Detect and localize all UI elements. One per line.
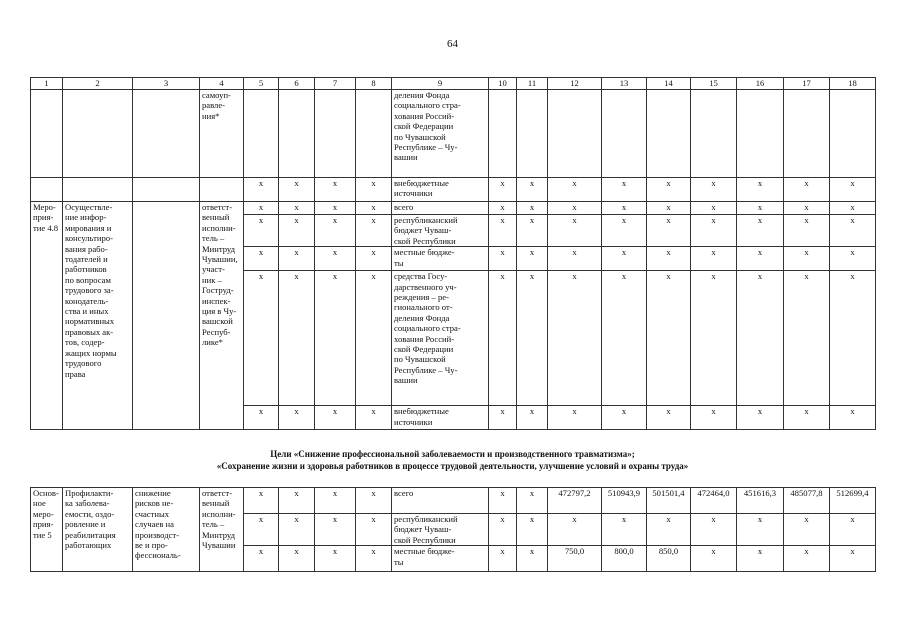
x-mark-cell: x — [356, 514, 392, 546]
x-mark-cell: x — [737, 202, 784, 215]
column-header: 15 — [691, 78, 737, 90]
x-mark-cell: x — [737, 406, 784, 430]
x-mark-cell: x — [489, 215, 517, 247]
value-cell: x — [784, 546, 830, 572]
cell-text-line: республиканский — [394, 514, 458, 524]
measure-number-cell — [31, 202, 63, 430]
value-cell: 472464,0 — [691, 488, 737, 514]
cell-text-line: участ- — [202, 264, 225, 275]
cell-text-line: работников — [65, 264, 107, 275]
cell-text-line: тов, содер- — [65, 337, 105, 348]
cell-text-line: меро- — [33, 508, 54, 519]
cell-text-line: вашии — [394, 152, 418, 163]
x-mark-cell: x — [647, 178, 691, 202]
x-mark-cell: x — [517, 178, 548, 202]
cell-text-line: счастных — [135, 508, 170, 519]
cell-text-line: ты — [394, 556, 404, 567]
funding-source-cell — [392, 514, 489, 546]
header-row — [31, 78, 876, 90]
x-mark-cell: x — [279, 546, 315, 572]
cell-text-line: тель – — [202, 233, 225, 244]
cell-text-line: местные бюдже- — [394, 247, 455, 258]
executor-cell — [200, 488, 244, 572]
cell-text-line: вания рабо- — [65, 243, 108, 254]
cell-text-line: тие 5 — [33, 529, 52, 540]
x-mark-cell: x — [244, 247, 279, 271]
cell-text-line: прия- — [33, 519, 54, 530]
cell-text-line: вашской — [202, 316, 233, 327]
cell-text-line: рисков не- — [135, 498, 174, 509]
column-header: 11 — [517, 78, 548, 90]
x-mark-cell: x — [548, 202, 602, 215]
value-cell: x — [489, 488, 517, 514]
x-mark-cell: x — [356, 178, 392, 202]
column-header: 17 — [784, 78, 830, 90]
x-mark-cell: x — [244, 271, 279, 406]
funding-source-cell — [392, 488, 489, 514]
x-mark-cell: x — [244, 178, 279, 202]
x-mark-cell: x — [691, 178, 737, 202]
x-mark-cell: x — [315, 406, 356, 430]
goal-heading — [30, 448, 875, 472]
cell-text-line: реабилитация — [65, 529, 116, 540]
cell-text-line: социального стра- — [394, 323, 461, 334]
table-row — [31, 90, 876, 178]
x-mark-cell: x — [602, 406, 647, 430]
value-cell: 850,0 — [647, 546, 691, 572]
x-mark-cell: x — [737, 247, 784, 271]
cell-text-line: трудового — [65, 358, 102, 369]
column-header: 10 — [489, 78, 517, 90]
cell-text-line: ник – — [202, 274, 222, 285]
cell-text-line: ской Республики — [394, 534, 456, 545]
x-mark-cell: x — [315, 546, 356, 572]
x-mark-cell: x — [356, 406, 392, 430]
x-mark-cell: x — [691, 271, 737, 406]
cell-text-line: Республике – Чу- — [394, 142, 458, 153]
cell-text-line: хования Россий- — [394, 333, 455, 344]
x-mark-cell: x — [279, 202, 315, 215]
cell-text-line: ве и про- — [135, 540, 168, 551]
cell-text-line: ской Республики — [394, 235, 456, 246]
cell-text-line: исполни- — [202, 508, 236, 519]
value-cell: x — [830, 546, 876, 572]
x-mark-cell: x — [548, 178, 602, 202]
cell-text-line: по Чувашской — [394, 131, 446, 142]
cell-text-line: мирования и — [65, 222, 112, 233]
x-mark-cell: x — [315, 202, 356, 215]
cell-text-line: ответст- — [202, 202, 233, 212]
x-mark-cell: x — [691, 202, 737, 215]
cell-text-line: тель – — [202, 519, 225, 530]
cell-text-line: Минтруд — [202, 243, 236, 254]
value-cell: x — [548, 514, 602, 546]
value-cell: 800,0 — [602, 546, 647, 572]
cell-text-line: венный — [202, 498, 230, 509]
table-row — [31, 488, 876, 514]
value-cell: x — [691, 546, 737, 572]
x-mark-cell: x — [830, 202, 876, 215]
cell-text-line: всего — [394, 488, 414, 498]
budget-table-continued — [30, 77, 876, 430]
measure-name-cell — [63, 488, 133, 572]
value-cell: 512699,4 — [830, 488, 876, 514]
funding-source-cell — [392, 406, 489, 430]
cell-text-line: ния* — [202, 110, 220, 121]
cell-text-line: жащих нормы — [65, 347, 117, 358]
cell-text-line: Респуб- — [202, 326, 231, 337]
column-header: 7 — [315, 78, 356, 90]
x-mark-cell: x — [244, 514, 279, 546]
cell-text-line: Гоструд- — [202, 285, 234, 296]
value-cell: x — [784, 514, 830, 546]
cell-text-line: социального стра- — [394, 100, 461, 111]
cell-text-line: деления Фонда — [394, 90, 450, 100]
x-mark-cell: x — [356, 271, 392, 406]
cell-text-line: тие 4.8 — [33, 222, 59, 233]
cell-text-line: инспек- — [202, 295, 231, 306]
cell-text-line: Минтруд — [202, 529, 236, 540]
cell-text-line: работающих — [65, 540, 112, 551]
x-mark-cell: x — [548, 406, 602, 430]
x-mark-cell: x — [602, 247, 647, 271]
value-cell: 501501,4 — [647, 488, 691, 514]
x-mark-cell: x — [244, 488, 279, 514]
x-mark-cell: x — [279, 271, 315, 406]
cell-text-line: ция в Чу- — [202, 306, 237, 317]
x-mark-cell: x — [830, 247, 876, 271]
cell-text-line: права — [65, 368, 86, 379]
x-mark-cell: x — [784, 406, 830, 430]
cell-text-line: Чувашии — [202, 540, 236, 551]
x-mark-cell: x — [517, 215, 548, 247]
funding-source-cell — [392, 90, 489, 178]
cell-text-line: бюджет Чуваш- — [394, 225, 452, 236]
cell-text-line: по вопросам — [65, 274, 111, 285]
cell-text-line: гионального от- — [394, 302, 453, 313]
cell-text-line: ты — [394, 257, 404, 268]
value-cell: x — [691, 514, 737, 546]
value-cell: x — [517, 546, 548, 572]
value-cell: x — [517, 488, 548, 514]
x-mark-cell: x — [489, 406, 517, 430]
value-cell: 510943,9 — [602, 488, 647, 514]
funding-source-cell — [392, 178, 489, 202]
cell-text-line: хования Россий- — [394, 110, 455, 121]
x-mark-cell: x — [315, 178, 356, 202]
funding-source-cell — [392, 546, 489, 572]
x-mark-cell: x — [356, 202, 392, 215]
column-header: 4 — [200, 78, 244, 90]
goal-line: «Сохранение жизни и здоровья работников в процессе трудовой деятельности, улучшение условий и охраны труда» — [216, 461, 689, 471]
x-mark-cell: x — [784, 247, 830, 271]
x-mark-cell: x — [489, 247, 517, 271]
x-mark-cell: x — [830, 215, 876, 247]
cell-text-line: ное — [33, 498, 46, 509]
x-mark-cell: x — [489, 271, 517, 406]
x-mark-cell: x — [356, 546, 392, 572]
expected-result-cell — [133, 488, 200, 572]
x-mark-cell: x — [244, 202, 279, 215]
x-mark-cell: x — [279, 488, 315, 514]
cell-text-line: венный — [202, 212, 230, 223]
table-row — [31, 178, 876, 202]
x-mark-cell: x — [315, 514, 356, 546]
table-row — [31, 202, 876, 215]
x-mark-cell: x — [548, 215, 602, 247]
cell-text-line: бюджет Чуваш- — [394, 524, 452, 535]
cell-text-line: всего — [394, 202, 414, 212]
x-mark-cell: x — [784, 178, 830, 202]
cell-text-line: правовых ак- — [65, 326, 114, 337]
x-mark-cell: x — [517, 247, 548, 271]
cell-text-line: прия- — [33, 212, 54, 223]
x-mark-cell: x — [784, 271, 830, 406]
cell-text-line: ка заболева- — [65, 498, 110, 509]
cell-text-line: производст- — [135, 529, 180, 540]
x-mark-cell: x — [830, 406, 876, 430]
x-mark-cell: x — [279, 178, 315, 202]
cell-text-line: ответст- — [202, 488, 233, 498]
funding-source-cell — [392, 247, 489, 271]
x-mark-cell: x — [315, 271, 356, 406]
cell-text-line: внебюджетные — [394, 178, 449, 188]
cell-text-line: Осуществле- — [65, 202, 113, 212]
x-mark-cell: x — [647, 247, 691, 271]
cell-text-line: ской Федерации — [394, 121, 454, 132]
measure-name-cell — [63, 202, 133, 430]
value-cell: x — [489, 514, 517, 546]
funding-source-cell — [392, 271, 489, 406]
cell-text-line: Чувашии, — [202, 254, 238, 265]
x-mark-cell: x — [244, 546, 279, 572]
executor-cell — [200, 90, 244, 178]
x-mark-cell: x — [737, 178, 784, 202]
value-cell: x — [489, 546, 517, 572]
column-header: 14 — [647, 78, 691, 90]
x-mark-cell: x — [279, 406, 315, 430]
page-number: 64 — [447, 38, 458, 50]
x-mark-cell: x — [356, 215, 392, 247]
column-header: 6 — [279, 78, 315, 90]
cell-text-line: республиканский — [394, 215, 458, 225]
x-mark-cell: x — [647, 271, 691, 406]
x-mark-cell: x — [244, 215, 279, 247]
x-mark-cell: x — [489, 202, 517, 215]
column-header: 12 — [548, 78, 602, 90]
cell-text-line: ства и иных — [65, 306, 109, 317]
value-cell: x — [737, 546, 784, 572]
x-mark-cell: x — [647, 406, 691, 430]
x-mark-cell: x — [691, 406, 737, 430]
x-mark-cell: x — [691, 215, 737, 247]
cell-text-line: Основ- — [33, 488, 59, 498]
funding-source-cell — [392, 215, 489, 247]
x-mark-cell: x — [830, 271, 876, 406]
x-mark-cell: x — [548, 247, 602, 271]
measure-number-cell — [31, 488, 63, 572]
cell-text-line: равле- — [202, 100, 226, 111]
cell-text-line: лике* — [202, 337, 223, 348]
x-mark-cell: x — [691, 247, 737, 271]
x-mark-cell: x — [244, 406, 279, 430]
x-mark-cell: x — [737, 215, 784, 247]
x-mark-cell: x — [830, 178, 876, 202]
column-header: 2 — [63, 78, 133, 90]
value-cell: x — [647, 514, 691, 546]
cell-text-line: трудового за- — [65, 285, 114, 296]
x-mark-cell: x — [315, 247, 356, 271]
cell-text-line: местные бюдже- — [394, 546, 455, 557]
executor-cell — [200, 202, 244, 430]
cell-text-line: консультиро- — [65, 233, 113, 244]
cell-text-line: средства Госу- — [394, 271, 448, 282]
x-mark-cell: x — [315, 215, 356, 247]
x-mark-cell: x — [356, 247, 392, 271]
value-cell: 485077,8 — [784, 488, 830, 514]
cell-text-line: Меро- — [33, 202, 56, 212]
funding-source-cell — [392, 202, 489, 215]
x-mark-cell: x — [602, 178, 647, 202]
column-header: 13 — [602, 78, 647, 90]
cell-text-line: ской Федерации — [394, 344, 454, 355]
x-mark-cell: x — [517, 406, 548, 430]
value-cell: x — [517, 514, 548, 546]
x-mark-cell: x — [647, 202, 691, 215]
cell-text-line: по Чувашской — [394, 354, 446, 365]
cell-text-line: реждения – ре- — [394, 292, 449, 303]
value-cell: x — [737, 514, 784, 546]
column-header: 18 — [830, 78, 876, 90]
cell-text-line: конодатель- — [65, 295, 109, 306]
column-header: 3 — [133, 78, 200, 90]
cell-text-line: емости, оздо- — [65, 508, 115, 519]
x-mark-cell: x — [647, 215, 691, 247]
cell-text-line: ние инфор- — [65, 212, 107, 223]
goal-line: Цели «Снижение профессиональной заболеваемости и производственного травматизма»; — [270, 449, 635, 459]
cell-text-line: тодателей и — [65, 254, 108, 265]
x-mark-cell: x — [315, 488, 356, 514]
expected-result-cell — [133, 202, 200, 430]
x-mark-cell: x — [548, 271, 602, 406]
x-mark-cell: x — [784, 215, 830, 247]
value-cell: 451616,3 — [737, 488, 784, 514]
cell-text-line: исполни- — [202, 222, 236, 233]
column-header: 16 — [737, 78, 784, 90]
column-header: 5 — [244, 78, 279, 90]
x-mark-cell: x — [279, 215, 315, 247]
x-mark-cell: x — [356, 488, 392, 514]
cell-text-line: фессиональ- — [135, 550, 181, 561]
value-cell: x — [602, 514, 647, 546]
cell-text-line: внебюджетные — [394, 406, 449, 417]
x-mark-cell: x — [784, 202, 830, 215]
column-header: 9 — [392, 78, 489, 90]
column-header: 1 — [31, 78, 63, 90]
x-mark-cell: x — [279, 514, 315, 546]
value-cell: 750,0 — [548, 546, 602, 572]
x-mark-cell: x — [602, 215, 647, 247]
x-mark-cell: x — [602, 271, 647, 406]
x-mark-cell: x — [602, 202, 647, 215]
cell-text-line: снижение — [135, 488, 171, 498]
cell-text-line: самоуп- — [202, 90, 231, 100]
budget-table-main-measure — [30, 487, 876, 572]
value-cell: x — [830, 514, 876, 546]
cell-text-line: источники — [394, 188, 433, 199]
x-mark-cell: x — [737, 271, 784, 406]
cell-text-line: вашии — [394, 375, 418, 386]
x-mark-cell: x — [517, 271, 548, 406]
cell-text-line: случаев на — [135, 519, 174, 530]
x-mark-cell: x — [279, 247, 315, 271]
column-header: 8 — [356, 78, 392, 90]
cell-text-line: ровление и — [65, 519, 106, 530]
cell-text-line: деления Фонда — [394, 312, 450, 323]
value-cell: 472797,2 — [548, 488, 602, 514]
cell-text-line: дарственного уч- — [394, 281, 457, 292]
x-mark-cell: x — [517, 202, 548, 215]
cell-text-line: нормативных — [65, 316, 115, 327]
cell-text-line: источники — [394, 416, 433, 427]
cell-text-line: Республике – Чу- — [394, 364, 458, 375]
cell-text-line: Профилакти- — [65, 488, 114, 498]
x-mark-cell: x — [489, 178, 517, 202]
